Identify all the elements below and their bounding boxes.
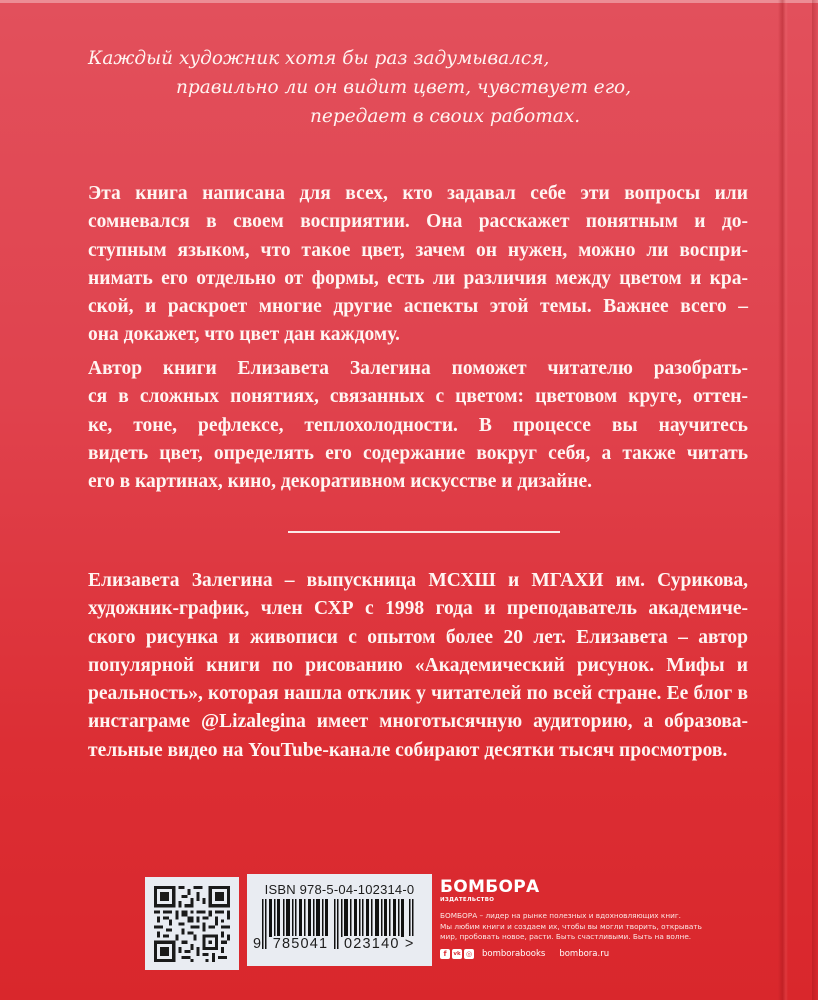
epigraph-line: правильно ли он видит цвет, чувствует его,	[176, 77, 632, 98]
text-line: инстаграме @Lizalegina имеет многотысячную аудиторию, а образова-	[88, 711, 748, 733]
publisher-subtitle: ИЗДАТЕЛЬСТВО	[440, 897, 495, 903]
section-divider	[288, 531, 560, 533]
publisher-description-line: Мы любим книги и создаем их, чтобы вы могли творить, открывать	[440, 921, 702, 931]
text-line: ся в сложных понятиях, связанных с цветом: цветовом круге, оттен-	[88, 386, 748, 408]
publisher-logo: БОМБОРА	[440, 877, 540, 897]
website-link[interactable]: bombora.ru	[559, 948, 610, 959]
text-line: нимать его отдельно от формы, есть ли различия между цветом и кра-	[88, 267, 748, 289]
publisher-description-line: мир, пробовать новое, расти. Быть счастливыми. Быть на волне.	[440, 932, 692, 941]
text-line: ступным языком, что такое цвет, зачем он нужен, можно ли воспри-	[88, 239, 748, 261]
qr-code[interactable]	[145, 877, 239, 970]
isbn-barcode-label	[247, 874, 432, 966]
text-line: Автор книги Елизавета Залегина поможет читателю разобрать-	[88, 358, 748, 379]
text-line: реальность», которая нашла отклик у читателей по всей стране. Ее блог в	[88, 683, 748, 705]
text-line: ского рисунка и живописи с опытом более 20 лет. Елизавета – автор	[88, 626, 748, 648]
publisher-description-line: БОМБОРА – лидер на рынке полезных и вдохновляющих книг.	[440, 911, 681, 920]
text-line: тельные видео на YouTube-канале собирают десятки тысяч просмотров.	[88, 739, 728, 761]
qr-code-icon	[154, 886, 230, 962]
text-line: художник-график, член СХР с 1998 года и преподаватель академиче-	[88, 598, 748, 620]
spine-edge	[812, 0, 818, 1000]
barcode-digit-lead: 9	[253, 936, 263, 952]
book-benefits-paragraph	[88, 355, 748, 496]
barcode-digits	[253, 936, 431, 952]
instagram-icon[interactable]: ◎	[465, 949, 473, 958]
book-description-paragraph	[88, 180, 748, 350]
social-handle-link[interactable]: bomborabooks	[482, 948, 546, 959]
text-line: видеть цвет, определять его содержание вокруг себя, а также читать	[88, 442, 748, 464]
text-line: Эта книга написана для всех, кто задавал себе эти вопросы или	[88, 183, 748, 204]
spine-groove	[778, 0, 788, 1000]
barcode-digits-left: 785041	[272, 936, 329, 952]
cover-top-edge	[0, 0, 818, 3]
text-line: она докажет, что цвет дан каждому.	[88, 324, 400, 346]
isbn-number: ISBN 978-5-04-102314-0	[264, 882, 415, 897]
vk-icon[interactable]: vk	[453, 950, 461, 957]
epigraph-line: Каждый художник хотя бы раз задумывался,	[88, 48, 550, 69]
text-line: Елизавета Залегина – выпускница МСХШ и МГАХИ им. Сурикова,	[88, 570, 748, 591]
barcode-quiet-zone-marker: >	[404, 936, 415, 952]
publisher-block	[440, 878, 740, 959]
barcode-digits-right: 023140	[344, 936, 400, 952]
text-line: популярной книги по рисованию «Академический рисунок. Мифы и	[88, 654, 748, 676]
facebook-icon[interactable]: f	[440, 949, 450, 959]
text-line: ке, тоне, рефлексе, теплохолодности. В процессе вы научитесь	[88, 414, 748, 436]
text-line: ской, и раскроет многие другие аспекты этой темы. Важнее всего –	[88, 296, 748, 318]
epigraph-line: передает в своих работах.	[310, 106, 581, 127]
text-line: его в картинах, кино, декоративном искусстве и дизайне.	[88, 471, 593, 493]
text-line: сомневался в своем восприятии. Она расскажет понятным и до-	[88, 211, 748, 233]
epigraph	[88, 44, 748, 131]
author-bio-paragraph	[88, 567, 748, 765]
publisher-social	[440, 949, 740, 959]
publisher-description	[440, 911, 740, 943]
